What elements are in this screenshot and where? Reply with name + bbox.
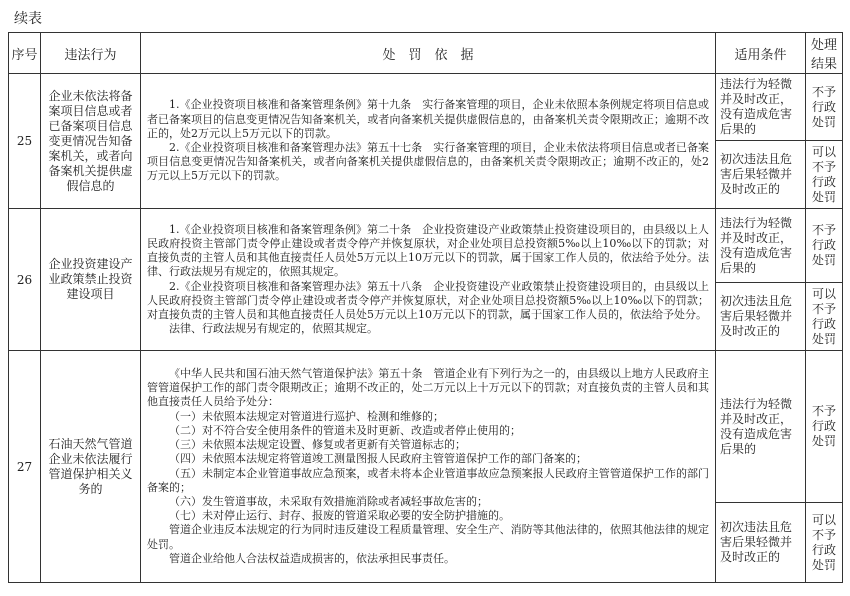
result-cell: 可以不予行政处罚 xyxy=(806,141,843,209)
basis-item: （七）未对停止运行、封存、报废的管道采取必要的安全防护措施的。 xyxy=(169,509,510,523)
basis-paragraph: 2.《企业投资项目核准和备案管理办法》第五十八条 企业投资建设产业政策禁止投资建设项目的，由县级以上人民政府投资主管部门责令停止建设或者责令停产并恢复原状，对企业处项目总投资额5‰以上10‰以下的罚款；对直接负责的主管人员和其他直接责任人员处5万元以上10万元以下的罚款，属于国家工作人员的，依法给予处分。 xyxy=(147,279,709,321)
header-no: 序号 xyxy=(9,33,41,74)
result-cell: 不予行政处罚 xyxy=(806,351,843,503)
header-basis: 处 罚 依 据 xyxy=(141,33,716,74)
result-cell: 可以不予行政处罚 xyxy=(806,283,843,351)
basis-cell xyxy=(141,351,716,583)
basis-cell xyxy=(141,74,716,209)
basis-paragraph: 管道企业违反本法规定的行为同时违反建设工程质量管理、安全生产、消防等其他法律的，依照其他法律的规定处罚。 xyxy=(147,523,709,551)
condition-cell: 违法行为轻微并及时改正，没有造成危害后果的 xyxy=(716,209,806,283)
basis-item: （一）未依照本法规定对管道进行巡护、检测和维修的； xyxy=(169,409,444,423)
header-result: 处理结果 xyxy=(806,33,843,74)
basis-item: （四）未依照本法规定将管道竣工测量图报人民政府主管管道保护工作的部门备案的； xyxy=(169,452,587,466)
continued-table-label: 续表 xyxy=(14,11,42,27)
basis-paragraph: 1.《企业投资项目核准和备案管理条例》第十九条 实行备案管理的项目，企业未依照本条例规定将项目信息或者已备案项目的信息变更情况告知备案机关，或者向备案机关提供虚假信息的，由备案机关责令限期改正；逾期不改正的，处2万元以上5万元以下的罚款。 xyxy=(147,98,709,140)
condition-cell: 初次违法且危害后果轻微并及时改正的 xyxy=(716,503,806,583)
violation-cell: 石油天然气管道企业未依法履行管道保护相关义务的 xyxy=(41,351,141,583)
basis-item: （六）发生管道事故，未采取有效措施消除或者减轻事故危害的； xyxy=(169,494,488,508)
basis-cell xyxy=(141,209,716,351)
basis-paragraph: 2.《企业投资项目核准和备案管理办法》第五十七条 实行备案管理的项目，企业未依法将项目信息或者已备案项目信息变更情况告知备案机关，或者向备案机关提供虚假信息的，由备案机关责令限期改正；逾期不改正的，处2万元以上5万元以下的罚款。 xyxy=(147,141,709,183)
basis-item: （五）未制定本企业管道事故应急预案，或者未将本企业管道事故应急预案报人民政府主管管道保护工作的部门备案的； xyxy=(147,466,709,494)
basis-paragraph: 1.《企业投资项目核准和备案管理条例》第二十条 企业投资建设产业政策禁止投资建设项目的，由县级以上人民政府投资主管部门责令停止建设或者责令停产并恢复原状，对企业处项目总投资额5‰以上10‰以下的罚款；对直接负责的主管人员和其他直接责任人员处5万元以上10万元以下的罚款，属于国家工作人员的，依法给予处分。法律、行政法规另有规定的，依照其规定。 xyxy=(147,222,709,279)
basis-paragraph: 法律、行政法规另有规定的，依照其规定。 xyxy=(169,322,378,336)
table-row xyxy=(9,74,843,141)
basis-item: （三）未依照本法规定设置、修复或者更新有关管道标志的； xyxy=(169,438,466,452)
table-row xyxy=(9,209,843,283)
condition-cell: 初次违法且危害后果轻微并及时改正的 xyxy=(716,283,806,351)
condition-cell: 初次违法且危害后果轻微并及时改正的 xyxy=(716,141,806,209)
row-number: 26 xyxy=(9,209,41,351)
table-row xyxy=(9,351,843,503)
basis-paragraph: 《中华人民共和国石油天然气管道保护法》第五十条 管道企业有下列行为之一的，由县级以上地方人民政府主管管道保护工作的部门责令限期改正；逾期不改正的，处二万元以上十万元以下的罚款；对直接负责的主管人员和其他直接责任人员给予处分： xyxy=(147,367,709,409)
header-row xyxy=(9,33,843,74)
header-violation: 违法行为 xyxy=(41,33,141,74)
header-condition: 适用条件 xyxy=(716,33,806,74)
violation-cell: 企业投资建设产业政策禁止投资建设项目 xyxy=(41,209,141,351)
basis-item: （二）对不符合安全使用条件的管道未及时更新、改造或者停止使用的； xyxy=(169,423,521,437)
row-number: 27 xyxy=(9,351,41,583)
result-cell: 不予行政处罚 xyxy=(806,74,843,141)
result-cell: 不予行政处罚 xyxy=(806,209,843,283)
condition-cell: 违法行为轻微并及时改正，没有造成危害后果的 xyxy=(716,351,806,503)
result-cell: 可以不予行政处罚 xyxy=(806,503,843,583)
basis-paragraph: 管道企业给他人合法权益造成损害的，依法承担民事责任。 xyxy=(169,551,455,565)
violation-cell: 企业未依法将备案项目信息或者已备案项目信息变更情况告知备案机关，或者向备案机关提供虚假信息的 xyxy=(41,74,141,209)
condition-cell: 违法行为轻微并及时改正，没有造成危害后果的 xyxy=(716,74,806,141)
penalty-table xyxy=(8,32,843,583)
row-number: 25 xyxy=(9,74,41,209)
